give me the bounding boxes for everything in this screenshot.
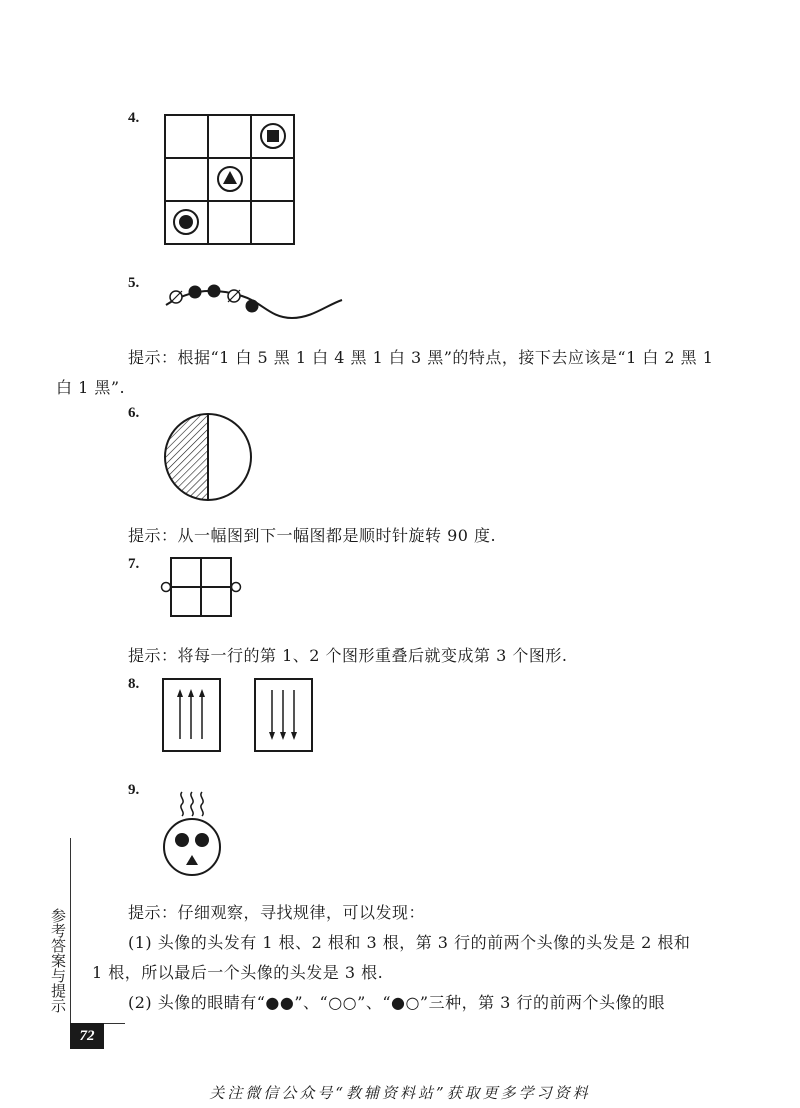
hair-strand	[181, 792, 183, 816]
down-arrowhead	[291, 732, 297, 740]
up-arrowhead	[177, 689, 183, 697]
down-arrows-box-figure	[254, 678, 314, 753]
up-arrows-box-figure	[162, 678, 222, 753]
face-with-hair-figure	[162, 786, 224, 878]
hint-point-1: (1) 头像的头发有 1 根、2 根和 3 根，第 3 行的前两个头像的头发是 2 根和	[128, 933, 691, 952]
hint-point-2: (2) 头像的眼睛有“●●”、“○○”、“●○”三种，第 3 行的前两个头像的眼	[128, 993, 665, 1012]
hint-q7	[92, 641, 732, 671]
grid-3x3-figure	[164, 114, 296, 246]
black-eye	[195, 833, 209, 847]
sidebar-section-label: 参考答案与提示	[49, 908, 67, 1013]
hair-strand	[201, 792, 203, 816]
black-eye	[175, 833, 189, 847]
hint-q6	[92, 521, 732, 551]
right-small-circle	[232, 583, 241, 592]
square-symbol	[267, 130, 279, 142]
hint-intro: 提示：仔细观察，寻找规律，可以发现：	[128, 903, 426, 922]
question-number-6: 6.	[128, 405, 140, 421]
hair-strand	[191, 792, 193, 816]
triangle-mouth	[186, 855, 198, 865]
triangle-symbol	[223, 171, 237, 184]
black-bead	[246, 300, 259, 313]
hint-line: 白 1 黑”.	[56, 378, 126, 397]
up-arrowhead	[188, 689, 194, 697]
question-number-8: 8.	[128, 676, 140, 692]
down-arrowhead	[269, 732, 275, 740]
down-arrowhead	[280, 732, 286, 740]
hint-line: 提示：将每一行的第 1、2 个图形重叠后就变成第 3 个图形.	[128, 646, 568, 665]
up-arrowhead	[199, 689, 205, 697]
hint-line: 提示：从一幅图到下一幅图都是顺时针旋转 90 度.	[128, 526, 497, 545]
footer-watermark: 关注微信公众号“教辅资料站”获取更多学习资料	[209, 1084, 591, 1102]
dot-symbol	[179, 215, 193, 229]
left-small-circle	[162, 583, 171, 592]
black-bead	[208, 285, 221, 298]
page-number: 72	[70, 1023, 104, 1049]
question-number-9: 9.	[128, 782, 140, 798]
sidebar-divider	[70, 838, 71, 1023]
hatched-half	[165, 414, 208, 500]
question-number-7: 7.	[128, 556, 140, 572]
question-number-4: 4.	[128, 110, 140, 126]
half-shaded-circle-figure	[162, 411, 254, 503]
question-number-5: 5.	[128, 275, 140, 291]
hint-q9	[92, 898, 732, 1018]
hint-line: 提示：根据“1 白 5 黑 1 白 4 黑 1 白 3 黑”的特点，接下去应该是“1 白 2 黑 1	[128, 348, 714, 367]
face-outline	[164, 819, 220, 875]
hint-point-1-continued: 1 根，所以最后一个头像的头发是 3 根.	[92, 963, 384, 982]
hint-q5	[56, 343, 732, 403]
black-bead	[189, 286, 202, 299]
bead-string-figure	[162, 280, 347, 325]
square-with-handles-figure	[160, 556, 242, 618]
